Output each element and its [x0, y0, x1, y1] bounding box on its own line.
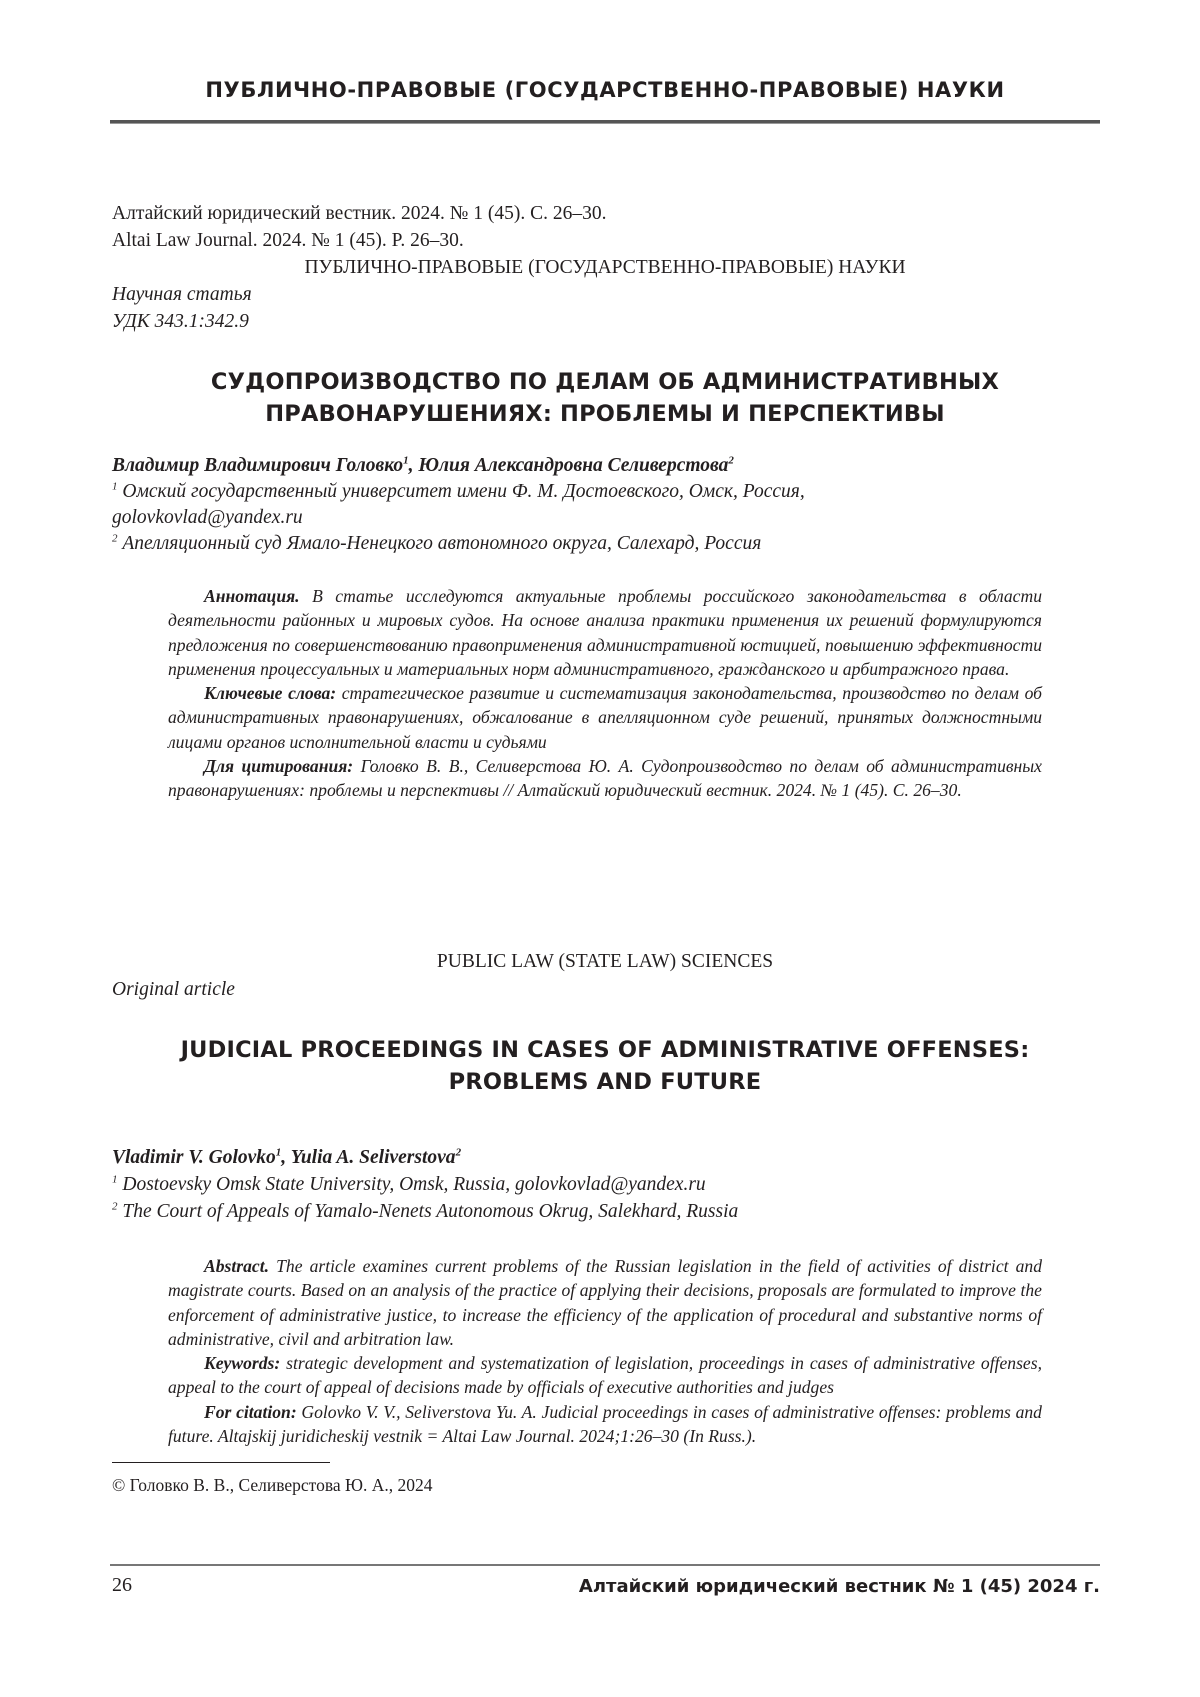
abstract-ru: Аннотация. В статье исследуются актуальные проблемы российского законодательства в области деятельности районных и мировых судов. На основе анализа практики применения их решений формулируются предложения по совершенствованию правоприменения административной юстицией, повышению эффективности применения процессуальных и материальных норм административного, гражданского и арбитражного права.	[168, 584, 1042, 681]
author1-en: Vladimir V. Golovko	[112, 1147, 276, 1168]
keywords-ru: Ключевые слова: стратегическое развитие и систематизация законодательства, производство по делам об административных правонарушениях, обжалование в апелляционном суде решений, принятых должностными лицами органов исполнительной власти и судьями	[168, 681, 1042, 754]
affiliation2-ru: 2 Апелляционный суд Ямало-Ненецкого автономного округа, Салехард, Россия	[112, 533, 761, 555]
email-ru: golovkovlad@yandex.ru	[112, 507, 303, 529]
abstract-block-ru	[168, 584, 1042, 803]
abstract-en: Abstract. The article examines current problems of the Russian legislation in the field of activities of district and magistrate courts. Based on an analysis of the practice of applying their decisions, proposals are formulated to improve the enforcement of administrative justice, to increase the efficiency of the application of procedural and substantive norms of administrative, civil and arbitration law.	[168, 1254, 1042, 1351]
affiliation1-ru: 1 Омский государственный университет имени Ф. М. Достоевского, Омск, Россия,	[112, 481, 805, 503]
article-title-en	[110, 1034, 1100, 1098]
authors-en: Vladimir V. Golovko1, Yulia A. Seliverstova2	[112, 1147, 461, 1169]
page-number: 26	[112, 1574, 132, 1597]
citation-en: Altai Law Journal. 2024. № 1 (45). P. 26–30.	[112, 230, 464, 252]
abstract-block-en	[168, 1254, 1042, 1448]
author2-ru: Юлия Александровна Селиверстова	[418, 455, 728, 476]
affiliation1-en: 1 Dostoevsky Omsk State University, Omsk, Russia, golovkovlad@yandex.ru	[112, 1174, 706, 1196]
article-type-en: Original article	[112, 979, 235, 1001]
authors-ru: Владимир Владимирович Головко1, Юлия Александровна Селиверстова2	[112, 455, 734, 477]
article-title-ru	[110, 366, 1100, 430]
running-header: ПУБЛИЧНО-ПРАВОВЫЕ (ГОСУДАРСТВЕННО-ПРАВОВЫЕ) НАУКИ	[110, 78, 1100, 102]
footer-journal-title: Алтайский юридический вестник № 1 (45) 2024 г.	[579, 1576, 1100, 1597]
cite-en: For citation: Golovko V. V., Seliverstova Yu. A. Judicial proceedings in cases of administrative offenses: problems and future. Altajskij juridicheskij vestnik = Altai Law Journal. 2024;1:26–30 (In Russ.).	[168, 1400, 1042, 1449]
title-en-line2: PROBLEMS AND FUTURE	[110, 1066, 1100, 1098]
citation-ru: Алтайский юридический вестник. 2024. № 1 (45). С. 26–30.	[112, 203, 606, 225]
header-rule	[110, 120, 1100, 124]
udk: УДК 343.1:342.9	[112, 311, 249, 333]
footer-rule	[110, 1564, 1100, 1566]
author2-en: Yulia A. Seliverstova	[291, 1147, 456, 1168]
affiliation2-en: 2 The Court of Appeals of Yamalo-Nenets Autonomous Okrug, Salekhard, Russia	[112, 1201, 738, 1223]
title-en-line1: JUDICIAL PROCEEDINGS IN CASES OF ADMINISTRATIVE OFFENSES:	[110, 1034, 1100, 1066]
footnote-rule	[112, 1462, 330, 1463]
title-ru-line1: СУДОПРОИЗВОДСТВО ПО ДЕЛАМ ОБ АДМИНИСТРАТИВНЫХ	[110, 366, 1100, 398]
section-ru: ПУБЛИЧНО-ПРАВОВЫЕ (ГОСУДАРСТВЕННО-ПРАВОВЫЕ) НАУКИ	[110, 257, 1100, 279]
keywords-en: Keywords: strategic development and systematization of legislation, proceedings in cases of administrative offenses, appeal to the court of appeal of decisions made by officials of executive authorities and judges	[168, 1351, 1042, 1400]
cite-ru: Для цитирования: Головко В. В., Селиверстова Ю. А. Судопроизводство по делам об административных правонарушениях: проблемы и перспективы // Алтайский юридический вестник. 2024. № 1 (45). С. 26–30.	[168, 754, 1042, 803]
title-ru-line2: ПРАВОНАРУШЕНИЯХ: ПРОБЛЕМЫ И ПЕРСПЕКТИВЫ	[110, 398, 1100, 430]
copyright: © Головко В. В., Селиверстова Ю. А., 2024	[112, 1475, 433, 1496]
article-type-ru: Научная статья	[112, 284, 252, 306]
author1-ru: Владимир Владимирович Головко	[112, 455, 403, 476]
section-en: PUBLIC LAW (STATE LAW) SCIENCES	[110, 951, 1100, 973]
